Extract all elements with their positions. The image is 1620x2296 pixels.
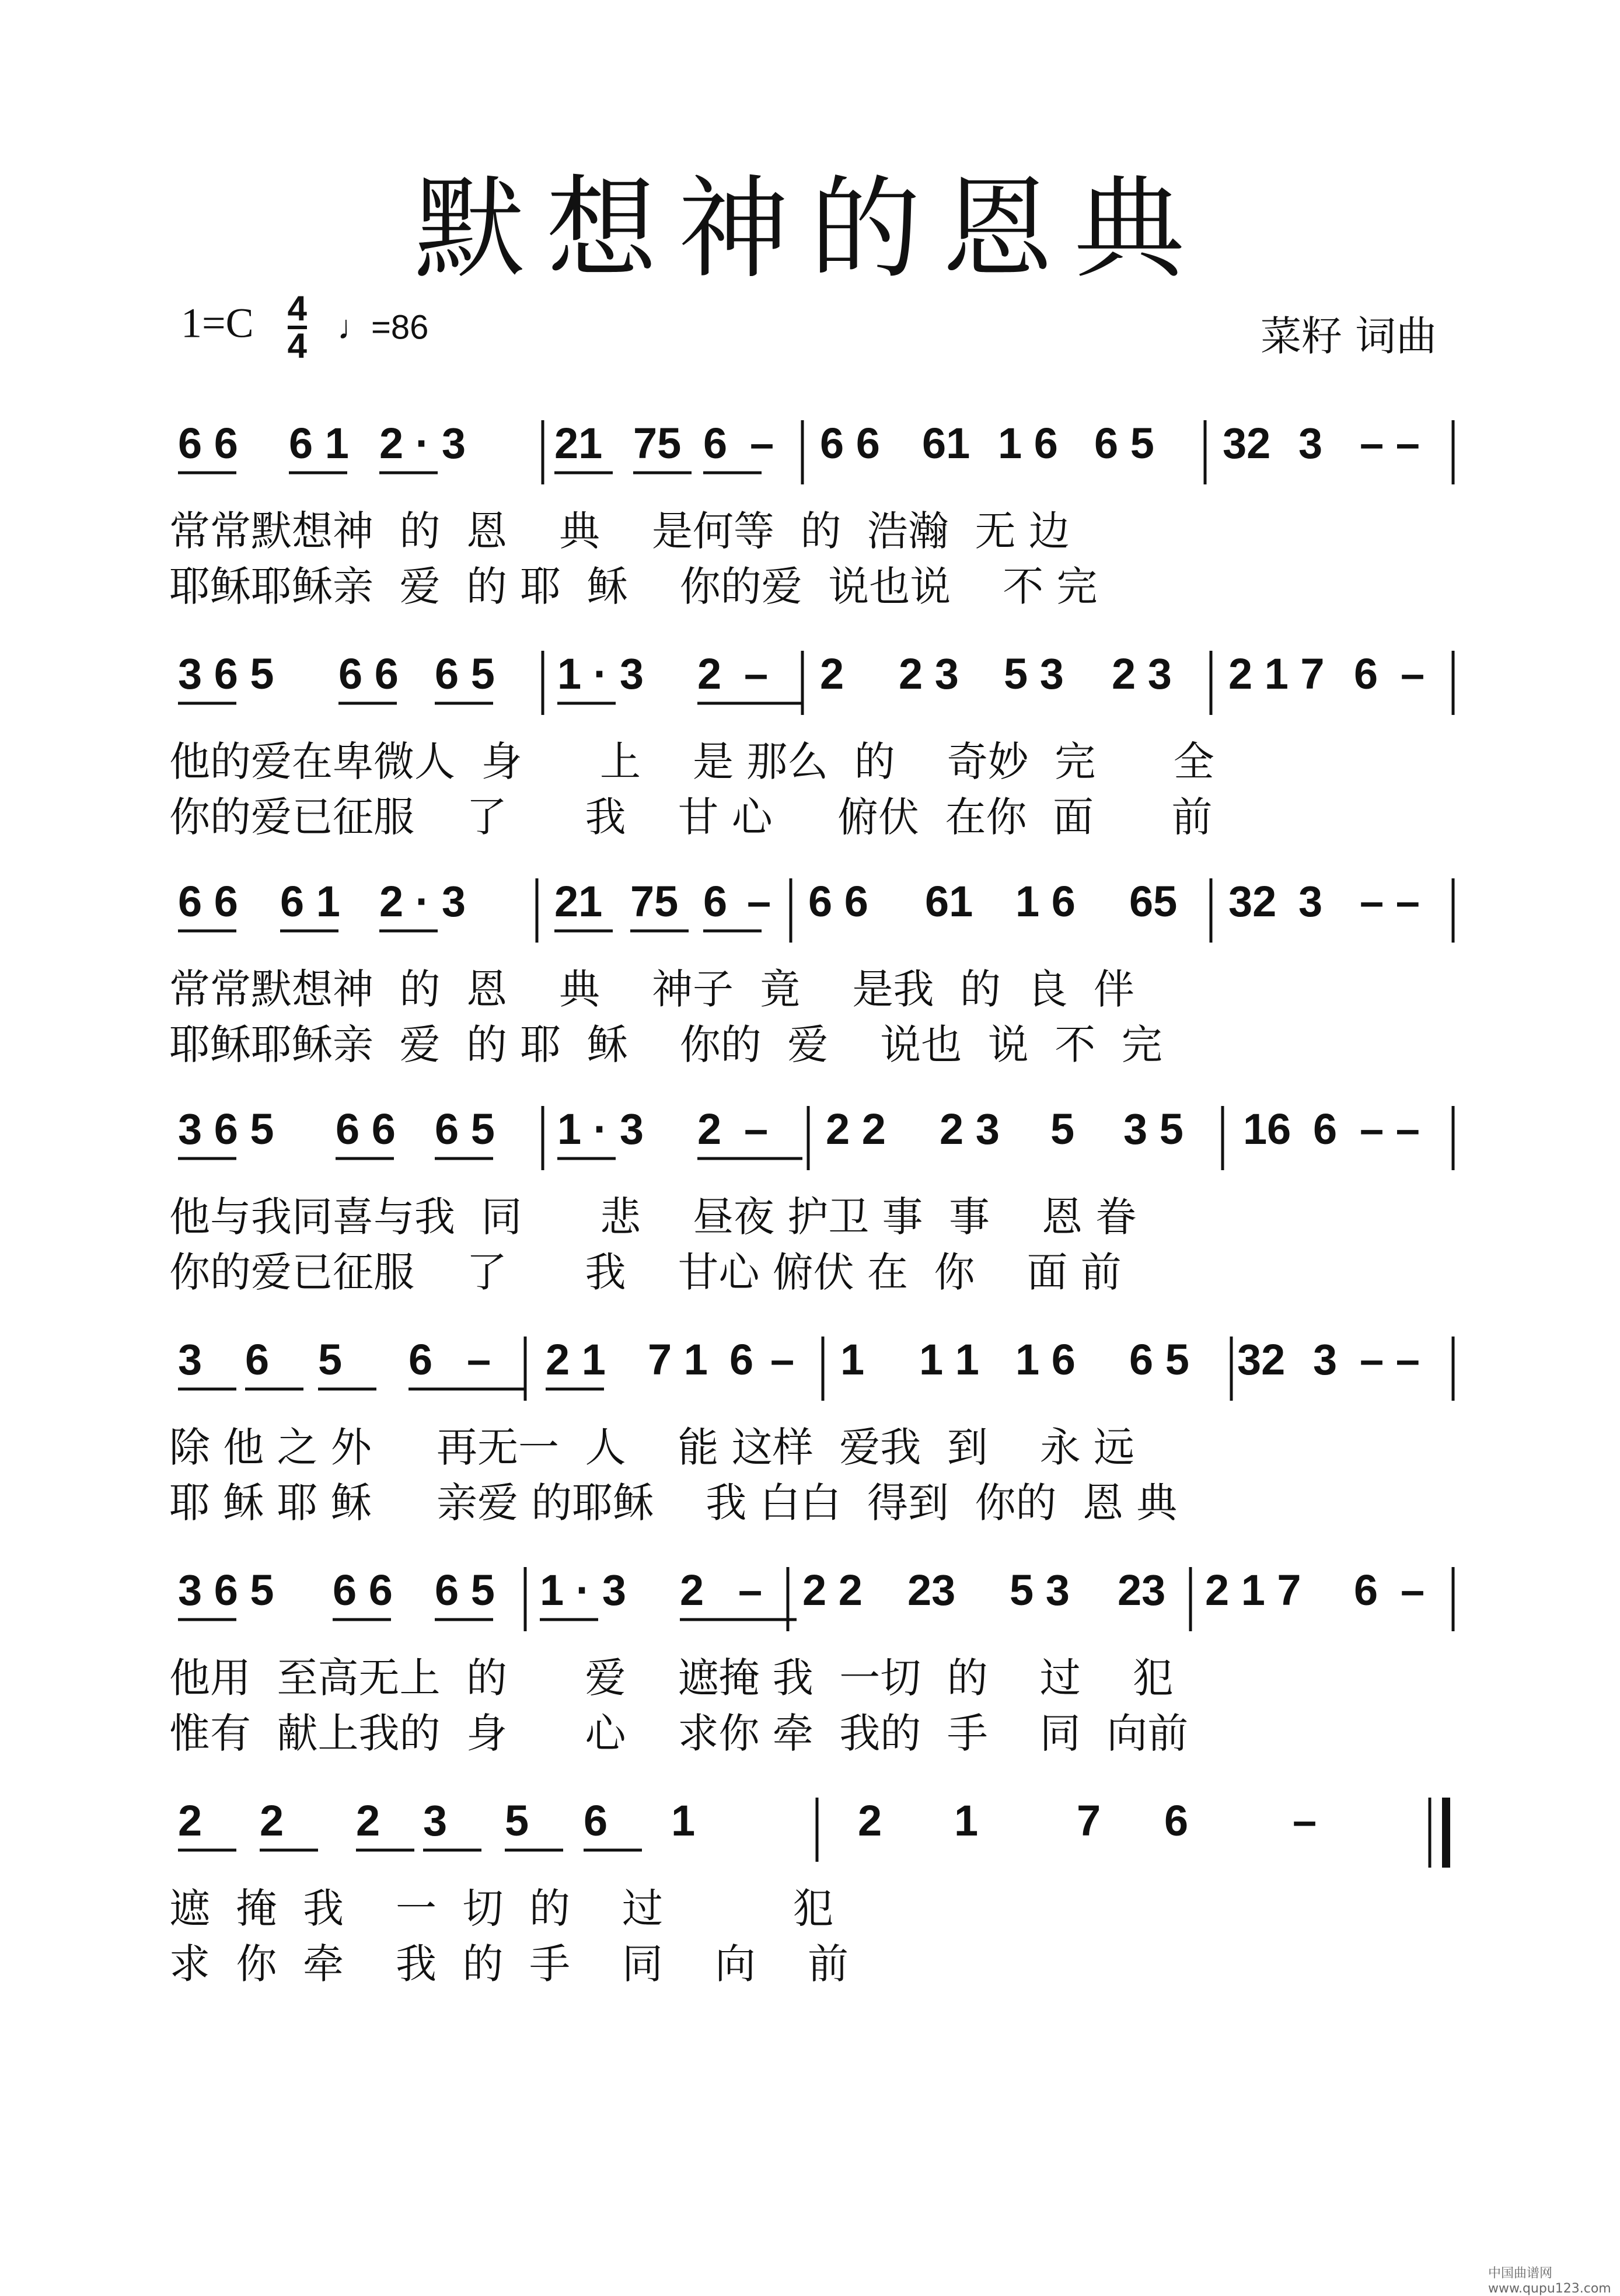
note-group: 23 — [1118, 1566, 1166, 1614]
note-group: 1 6 — [998, 419, 1058, 467]
note-group: 2 — [356, 1796, 380, 1845]
note-group: 6 5 — [1094, 419, 1154, 467]
note-group: 3 — [178, 1335, 202, 1384]
note-group: 32 — [1228, 877, 1277, 926]
score-system — [0, 1567, 1620, 1760]
note-group: 2 — [820, 650, 844, 698]
time-signature-bottom: 4 — [287, 326, 308, 365]
note-group: 6 — [703, 877, 728, 926]
lyric-line-verse-1: 常常默想神 的 恩 典 是何等 的 浩瀚 无 边 — [169, 507, 1070, 555]
note-group: – — [1401, 1566, 1425, 1614]
score-system — [0, 1798, 1620, 1990]
note-group: 2 1 — [546, 1335, 606, 1384]
note-group: 23 — [907, 1566, 956, 1614]
score-system — [0, 878, 1620, 1071]
note-group: 16 — [1243, 1105, 1291, 1153]
note-group: 6 1 — [280, 877, 340, 926]
note-group: 1 6 — [1015, 1335, 1076, 1384]
note-group: 6 — [1313, 1105, 1338, 1153]
note-group: 3 6 5 — [178, 1105, 274, 1153]
lyric-line-verse-2: 耶稣耶稣亲 爱 的 耶 稣 你的 爱 说也 说 不 完 — [169, 1021, 1162, 1069]
lyric-line-verse-1: 除 他 之 外 再无一 人 能 这样 爱我 到 永 远 — [169, 1423, 1135, 1471]
note-group: – — [750, 419, 774, 467]
note-group: 2 · 3 — [379, 877, 466, 926]
note-group: 5 3 — [1004, 650, 1064, 698]
note-group: 32 — [1223, 419, 1271, 467]
score-system — [0, 1106, 1620, 1299]
note-group: 6 — [1164, 1796, 1189, 1845]
lyric-line-verse-1: 常常默想神 的 恩 典 神子 竟 是我 的 良 伴 — [169, 965, 1135, 1013]
note-group: – — [467, 1335, 491, 1384]
note-group: 7 1 — [648, 1335, 708, 1384]
note-group: 6 6 — [178, 877, 238, 926]
note-group: 3 5 — [1123, 1105, 1183, 1153]
note-group: 2 — [680, 1566, 704, 1614]
note-group: 6 1 — [289, 419, 349, 467]
note-group: 6 — [245, 1335, 270, 1384]
note-group: 6 — [1354, 650, 1378, 698]
note-group: 6 6 — [808, 877, 868, 926]
note-group: 6 5 — [1129, 1335, 1189, 1384]
score-system — [0, 1337, 1620, 1529]
key-signature: 1=C — [181, 299, 254, 347]
note-group: 1 1 — [919, 1335, 979, 1384]
note-group: 1 · 3 — [557, 1105, 644, 1153]
note-group: 6 6 — [333, 1566, 393, 1614]
tempo-marking: ♩=86 — [337, 308, 429, 347]
note-group: 2 — [697, 1105, 722, 1153]
key-tempo-info — [181, 289, 429, 365]
note-group: 2 · 3 — [379, 419, 466, 467]
song-title: 默想神的恩典 — [414, 165, 1206, 294]
note-group: 2 — [178, 1796, 202, 1845]
note-group: 65 — [1129, 877, 1178, 926]
note-group: 6 6 — [820, 419, 880, 467]
time-signature-top: 4 — [287, 289, 308, 328]
note-group: 6 6 — [178, 419, 238, 467]
note-group: 6 5 — [435, 1566, 495, 1614]
note-group: – – — [1360, 419, 1420, 467]
time-signature — [287, 289, 308, 365]
note-group: 3 — [1313, 1335, 1338, 1384]
note-group: – – — [1360, 877, 1420, 926]
lyric-line-verse-2: 你的爱已征服 了 我 甘心 俯伏 在 你 面 前 — [169, 1248, 1122, 1296]
note-group: 3 — [423, 1796, 448, 1845]
note-group: 6 5 — [435, 1105, 495, 1153]
score-system — [0, 651, 1620, 843]
lyric-line-verse-2: 耶稣耶稣亲 爱 的 耶 稣 你的爱 说也说 不 完 — [169, 563, 1098, 610]
note-group: 2 — [858, 1796, 882, 1845]
note-group: 32 — [1237, 1335, 1286, 1384]
note-group: 6 — [409, 1335, 433, 1384]
lyric-line-verse-2: 求 你 牵 我 的 手 同 向 前 — [169, 1940, 849, 1988]
author-credit: 菜籽 词曲 — [1261, 312, 1437, 360]
note-group: 2 3 — [1112, 650, 1172, 698]
lyric-line-verse-1: 他与我同喜与我 同 悲 昼夜 护卫 事 事 恩 眷 — [169, 1193, 1137, 1241]
note-group: – — [1293, 1796, 1317, 1845]
note-group: – — [770, 1335, 795, 1384]
note-group: 2 3 — [940, 1105, 1000, 1153]
note-group: 6 6 — [336, 1105, 396, 1153]
lyric-line-verse-2: 惟有 献上我的 身 心 求你 牵 我的 手 同 向前 — [169, 1709, 1189, 1757]
score-system — [0, 420, 1620, 613]
note-group: 6 — [584, 1796, 608, 1845]
note-group: – — [744, 1105, 769, 1153]
note-group: – – — [1360, 1105, 1420, 1153]
note-group: 1 6 — [1015, 877, 1076, 926]
note-group: 1 — [840, 1335, 865, 1384]
lyric-line-verse-1: 他的爱在卑微人 身 上 是 那么 的 奇妙 完 全 — [169, 738, 1214, 786]
note-group: 3 6 5 — [178, 650, 274, 698]
note-group: 5 — [1050, 1105, 1075, 1153]
note-group: 75 — [633, 419, 682, 467]
note-group: 6 — [1354, 1566, 1378, 1614]
note-group: 61 — [922, 419, 970, 467]
note-group: 75 — [630, 877, 679, 926]
note-group: 21 — [554, 419, 603, 467]
note-group: 3 — [1298, 419, 1323, 467]
lyric-line-verse-2: 你的爱已征服 了 我 甘 心 俯伏 在你 面 前 — [169, 793, 1213, 841]
lyric-line-verse-1: 遮 掩 我 一 切 的 过 犯 — [169, 1885, 834, 1932]
note-group: 7 — [1077, 1796, 1101, 1845]
note-group: 2 2 — [826, 1105, 886, 1153]
note-group: 5 — [505, 1796, 529, 1845]
note-group: 6 — [703, 419, 728, 467]
note-group: 2 — [260, 1796, 284, 1845]
note-group: 2 3 — [899, 650, 959, 698]
note-group: 1 · 3 — [540, 1566, 627, 1614]
note-group: 1 — [671, 1796, 696, 1845]
note-group: 61 — [925, 877, 973, 926]
lyric-line-verse-1: 他用 至高无上 的 爱 遮掩 我 一切 的 过 犯 — [169, 1654, 1174, 1702]
note-group: 2 — [697, 650, 722, 698]
note-group: 2 2 — [802, 1566, 863, 1614]
note-group: – — [738, 1566, 763, 1614]
note-group: – — [747, 877, 771, 926]
note-group: 6 5 — [435, 650, 495, 698]
note-group: 1 — [954, 1796, 979, 1845]
note-group: 1 · 3 — [557, 650, 644, 698]
note-group: – — [1401, 650, 1425, 698]
note-group: 2 1 7 — [1205, 1566, 1301, 1614]
note-group: 21 — [554, 877, 603, 926]
note-group: 5 3 — [1010, 1566, 1070, 1614]
note-group: 3 — [1298, 877, 1323, 926]
note-group: 6 — [729, 1335, 754, 1384]
note-group: – – — [1360, 1335, 1420, 1384]
note-group: – — [744, 650, 769, 698]
note-group: 3 6 5 — [178, 1566, 274, 1614]
note-group: 2 1 7 — [1228, 650, 1325, 698]
lyric-line-verse-2: 耶 稣 耶 稣 亲爱 的耶稣 我 白白 得到 你的 恩 典 — [169, 1479, 1178, 1527]
note-group: 6 6 — [338, 650, 399, 698]
note-group: 5 — [318, 1335, 343, 1384]
watermark: 中国曲谱网 www.qupu123.com — [1488, 2266, 1611, 2296]
